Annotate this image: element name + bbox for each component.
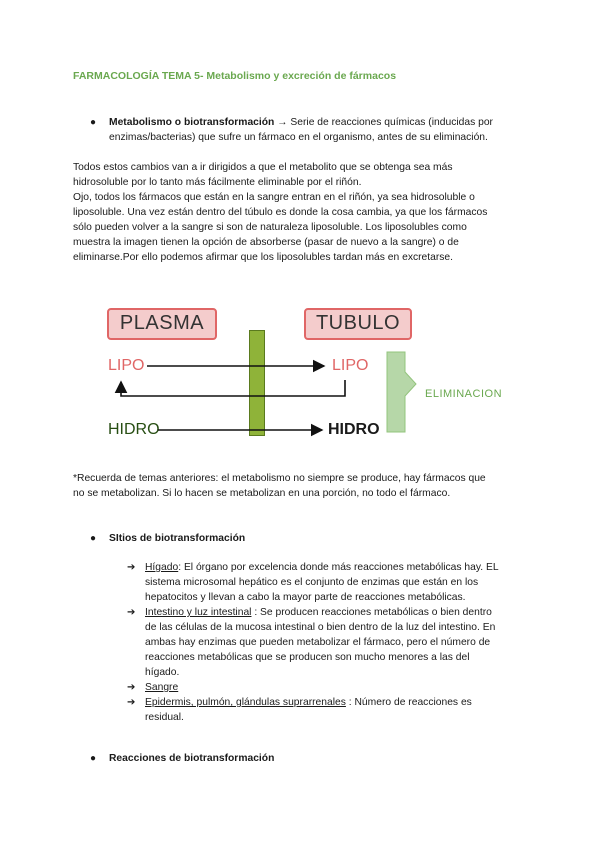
item-term: Sangre [145, 682, 179, 693]
arrow-icon: ➔ [127, 697, 136, 708]
bullet-dot: ● [90, 533, 97, 544]
paragraph-line: Todos estos cambios van a ir dirigidos a que el metabolito que se obtenga sea más [73, 162, 453, 173]
arrow-icon: ➔ [127, 682, 136, 693]
item-text: sistema microsomal hepático es el conjunto de enzimas que están en los [145, 577, 479, 588]
paragraph-line: hidrosoluble por lo tanto más fácilmente eliminable por el riñón. [73, 177, 362, 188]
bullet-dot: ● [90, 117, 97, 128]
definition-line-2: enzimas/bacterias) que sufre un fármaco en el organismo, antes de su eliminación. [109, 132, 488, 143]
note-paragraph [73, 471, 486, 501]
plasma-label: PLASMA [119, 312, 205, 334]
item-text: : Número de reacciones es [345, 697, 472, 708]
definition-line-1 [109, 115, 549, 130]
paragraph-line: liposoluble. Una vez están dentro del túbulo es donde la cosa cambia, ya que los fármacos [73, 207, 488, 218]
item-text: de las células de la mucosa intestinal o bien dentro de la luz del intestino. En [145, 622, 496, 633]
arrow-icon: ➔ [127, 562, 136, 573]
arrow-icon: ➔ [127, 607, 136, 618]
list-item [127, 680, 540, 695]
list-item [127, 560, 540, 605]
paragraph-line: muestra la imagen tienen la opción de absorberse (pasar de nuevo a la sangre) o de [73, 237, 459, 248]
item-text: : El órgano por excelencia donde más reacciones metabólicas hay. EL [178, 562, 499, 573]
definition-arrow: → [277, 117, 288, 128]
item-text: residual. [145, 712, 184, 723]
definition-text: Serie de reacciones químicas (inducidas por [287, 117, 493, 128]
paragraph-line: eliminarse.Por ello podemos afirmar que los liposolubles tardan más en excretarse. [73, 252, 454, 263]
lipo-right-label: LIPO [332, 357, 369, 374]
item-text: hígado. [145, 667, 180, 678]
item-text: : Se producen reacciones metabólicas o bien dentro [251, 607, 492, 618]
lipo-reabsorb-arrow [121, 380, 345, 396]
list-item [127, 695, 540, 725]
sitios-heading: SItios de biotransformación [109, 533, 246, 544]
item-term: Intestino y luz intestinal [145, 607, 252, 618]
explanation-paragraph [73, 160, 487, 265]
item-text: ambas hay enzimas que pueden metabolizar el fármaco, pero el número de [145, 637, 491, 648]
eliminacion-label: ELIMINACION [425, 388, 503, 400]
item-text: hepatocitos y llevan a cabo la mayor parte de reacciones metabólicas. [145, 592, 466, 603]
hidro-left-label: HIDRO [108, 421, 160, 438]
item-text: reacciones metabólicas que se producen son mucho menores a las del [145, 652, 470, 663]
paragraph-line: Ojo, todos los fármacos que están en la sangre entran en el riñón, ya sea hidrosoluble o [73, 192, 475, 203]
paragraph-line: sólo pueden volver a la sangre si son de naturaleza liposoluble. Los liposolubles como [73, 222, 467, 233]
definition-term: Metabolismo o biotransformación [109, 117, 275, 128]
lipo-left-label: LIPO [108, 357, 145, 374]
excretion-diagram [100, 300, 530, 450]
tubulo-label: TUBULO [315, 312, 401, 334]
sitios-list [127, 560, 540, 725]
note-line: *Recuerda de temas anteriores: el metabolismo no siempre se produce, hay fármacos que [73, 473, 486, 484]
reacciones-heading: Reacciones de biotransformación [109, 753, 275, 764]
hidro-right-label: HIDRO [328, 421, 380, 438]
item-term: Hígado [145, 562, 179, 573]
page-title: FARMACOLOGÍA TEMA 5- Metabolismo y excreción de fármacos [73, 70, 397, 82]
bullet-dot: ● [90, 753, 97, 764]
list-item [127, 605, 540, 680]
item-term: Epidermis, pulmón, glándulas suprarrenales [145, 697, 346, 708]
diagram-arrows [100, 300, 530, 450]
elimination-arrow [387, 352, 416, 432]
note-line: no se metabolizan. Si lo hacen se metabolizan en una porción, no todo el fármaco. [73, 488, 451, 499]
